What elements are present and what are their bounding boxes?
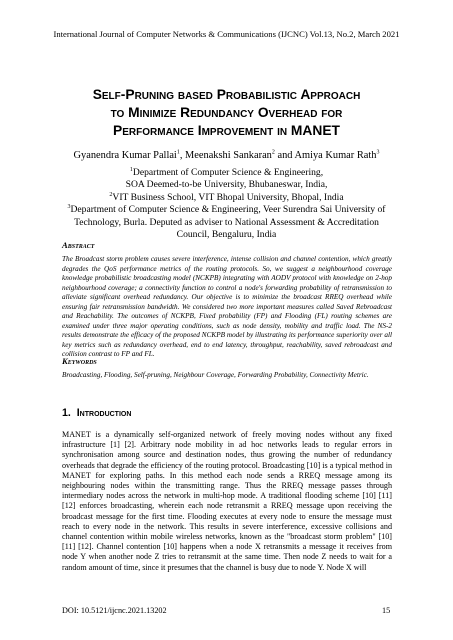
keywords-text: Broadcasting, Flooding, Self-pruning, Neighbour Coverage, Forwarding Probability, Connectivity Metric.: [62, 371, 369, 379]
affiliation-text: Department of Computer Science & Engineering, Veer Surendra Sai University of: [70, 204, 386, 216]
title-line-1: Self-Pruning based Probabilistic Approach: [92, 87, 361, 102]
keywords-heading: Keywords: [62, 356, 97, 366]
affiliation-text: Department of Computer Science & Engineering,: [132, 167, 324, 178]
author-superscript: 3: [376, 149, 380, 156]
affiliation-line: [40, 167, 413, 179]
author-superscript: 2: [271, 149, 275, 156]
author-name: Gyanendra Kumar Pallai: [73, 150, 177, 161]
affiliation-line: [40, 204, 413, 216]
affiliation-line: [40, 192, 413, 204]
abstract-heading: Abstract: [62, 240, 95, 250]
title-line-3: Performance Improvement in MANET: [113, 123, 340, 138]
doi-link[interactable]: DOI: 10.5121/ijcnc.2021.13202: [62, 606, 167, 615]
affiliation-superscript: 3: [67, 204, 71, 211]
page-number: 15: [382, 606, 391, 615]
author-separator: and: [274, 150, 295, 161]
affiliation-line: Council, Bengaluru, India: [176, 229, 277, 241]
introduction-heading: [62, 407, 131, 419]
author-name: Meenakshi Sankaran: [185, 150, 272, 161]
section-title: Introduction: [76, 407, 132, 419]
affiliation-line: Technology, Burla. Deputed as adviser to National Assessment & Accreditation: [74, 216, 379, 228]
paper-title: [40, 86, 413, 140]
author-separator: ,: [179, 150, 186, 161]
affiliations: [40, 167, 413, 241]
author-superscript: 1: [176, 149, 180, 156]
affiliation-superscript: 1: [129, 166, 133, 173]
author-name: Amiya Kumar Rath: [294, 150, 377, 161]
introduction-text: MANET is a dynamically self-organized network of freely moving nodes without any fixed infrastructure [1] [2]. Arbitrary node mobility in ad hoc networks leads to regular errors in synchronisation among source and destination nodes, thus growing the number of redundancy overheads that degrade the efficiency of the routing protocol. Broadcasting [10] is a typical method in MANET for exploring paths. In this method each node sends a RREQ message among its neighbouring nodes within the transmitting range. Thus the RREQ message passes through intermediary nodes across the network in multi-hop mode. A traditional flooding scheme [10] [11] [12] enforces broadcasting, wherein each node retransmit a RREQ message upon receiving the broadcast message for the first time. Flooding executes at every node to ensure the message must reach to every node in the network. This results in severe interference, excessive collisions and channel contention within mobile wireless networks, known as the "broadcast storm problem" [10] [11] [12]. Channel contention [10] happens when a node X retransmits a message it receives from node Y when another node Z tries to retransmit at the same time. Then node Z needs to wait for a random amount of time, since it presumes that the channel is busy due to node Y. Node X will: [62, 430, 392, 572]
affiliation-superscript: 2: [109, 191, 113, 198]
affiliation-line: SOA Deemed-to-be University, Bhubaneswar, India,: [125, 179, 328, 191]
affiliation-text: VIT Business School, VIT Bhopal University, Bhopal, India: [112, 191, 344, 203]
author-list: [20, 150, 433, 161]
title-line-2: to Minimize Redundancy Overhead for: [110, 105, 343, 120]
section-number: 1.: [62, 407, 71, 419]
journal-header: International Journal of Computer Networks & Communications (IJCNC) Vol.13, No.2, March 2021: [53, 29, 400, 39]
abstract-text: The Broadcast storm problem causes severe interference, intense collision and channel contention, which greatly degrades the QoS performance metrics of the routing protocols. So, we suggest a neighbourhood coverage knowledge probabilistic broadcasting model (NCKPB) integrating with AODV protocol with knowledge on 2-hop neighbourhood coverage; a connectivity function to control a node's forwarding probability of retransmission to alleviate significant overhead redundancy. Our objective is to minimize the broadcast RREQ overhead while ensuring fair retransmission bandwidth. We considered two more important measures called Saved Rebroadcast and Reachability. The outcomes of NCKPB, Fixed probability (FP) and Flooding (FL) routing schemes are examined under three major operating conditions, such as node density, mobility and traffic load. The NS-2 results demonstrate the efficacy of the proposed NCKPB model by illustrating its performance superiority over all key metrics such as redundancy overhead, end to end latency, throughput, reachability, saved rebroadcast and collision contrast to FP and FL.: [62, 255, 392, 358]
